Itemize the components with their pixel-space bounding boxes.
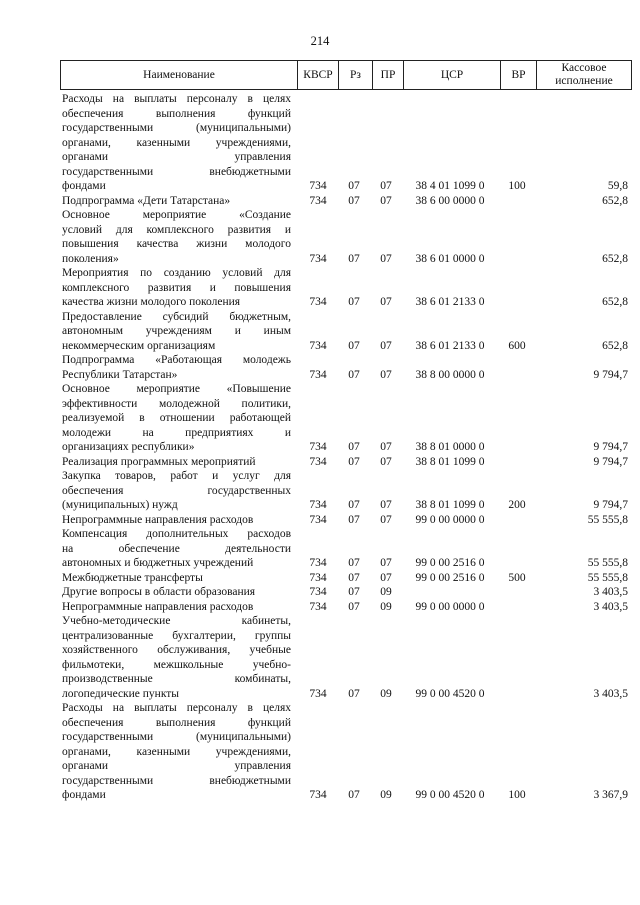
row-name-line: централизованные бухгалтерии, группы: [62, 629, 291, 642]
row-kvsr: 734: [309, 180, 327, 192]
row-kvsr: 734: [309, 368, 327, 381]
row-csr: 99 0 00 0000 0: [415, 513, 485, 526]
row-pr: 07: [380, 194, 392, 207]
row-amount: 3 367,9: [593, 789, 628, 801]
row-name-line: качества жизни молодого поколения: [62, 296, 241, 308]
row-amount: 55 555,8: [587, 513, 628, 526]
row-name-line: повышения качества жизни молодого: [62, 238, 291, 250]
row-name-line: организациях республики»: [62, 441, 195, 453]
row-name-line: обеспечения выполнения функций: [62, 107, 291, 120]
row-name-line: некоммерческим организациям: [62, 339, 216, 352]
row-pr: 07: [380, 455, 392, 468]
row-name-line: органами, казенными учреждениями,: [62, 745, 291, 758]
row-name-line: Предоставление субсидий бюджетным,: [62, 310, 291, 323]
row-name-line: Республики Татарстан»: [62, 368, 178, 381]
row-name-line: Расходы на выплаты персоналу в целях: [62, 702, 291, 714]
row-amount: 3 403,5: [593, 600, 628, 613]
row-rz: 07: [348, 586, 360, 598]
row-pr: 09: [380, 600, 392, 613]
row-amount: 652,8: [602, 252, 628, 265]
row-pr: 07: [380, 557, 392, 569]
row-kvsr: 734: [309, 455, 327, 468]
row-pr: 07: [380, 499, 392, 511]
row-name-line: Основное мероприятие «Создание: [62, 209, 291, 221]
row-csr: 38 8 01 1099 0: [415, 455, 485, 468]
row-amount: 3 403,5: [593, 586, 628, 598]
row-name-line: фондами: [62, 180, 106, 192]
row-name-line: Другие вопросы в области образования: [62, 586, 256, 598]
row-name-line: логопедические пункты: [62, 687, 180, 700]
row-csr: 99 0 00 2516 0: [415, 557, 485, 569]
row-amount: 652,8: [602, 296, 628, 308]
row-rz: 07: [348, 455, 360, 468]
row-name-line: государственными внебюджетными: [62, 774, 291, 787]
row-csr: 99 0 00 0000 0: [415, 600, 485, 613]
row-kvsr: 734: [309, 687, 327, 700]
row-amount: 9 794,7: [593, 368, 628, 381]
row-pr: 07: [380, 296, 392, 308]
header-rz: Рз: [350, 68, 361, 81]
row-pr: 07: [380, 339, 392, 352]
row-csr: 99 0 00 4520 0: [415, 687, 485, 700]
row-name-line: реализуемой в отношении работающей: [62, 412, 291, 424]
row-name-line: Мероприятия по созданию условий для: [62, 267, 291, 279]
header-amount-line1: Кассовое: [561, 62, 607, 74]
row-rz: 07: [348, 513, 360, 526]
header-vr: ВР: [511, 68, 526, 81]
row-name-line: Закупка товаров, работ и услуг для: [62, 470, 291, 482]
row-csr: 38 4 01 1099 0: [415, 180, 485, 192]
row-amount: 652,8: [602, 194, 628, 207]
row-kvsr: 734: [309, 499, 327, 511]
row-kvsr: 734: [309, 339, 327, 352]
row-rz: 07: [348, 296, 360, 308]
row-csr: 38 6 00 0000 0: [415, 194, 485, 207]
row-csr: 38 8 01 0000 0: [415, 441, 485, 453]
row-name-line: государственными (муниципальными): [62, 122, 291, 134]
row-vr: 200: [508, 499, 526, 511]
page-number: 214: [310, 34, 330, 48]
row-rz: 07: [348, 557, 360, 569]
row-name-line: органами управления: [62, 760, 291, 772]
row-name-line: молодежи на предприятиях и: [62, 426, 291, 439]
row-csr: 99 0 00 4520 0: [415, 789, 485, 801]
row-name-line: органами, казенными учреждениями,: [62, 136, 291, 149]
row-kvsr: 734: [309, 571, 327, 584]
row-pr: 07: [380, 441, 392, 453]
row-pr: 07: [380, 513, 392, 526]
row-rz: 07: [348, 789, 360, 801]
row-amount: 9 794,7: [593, 455, 628, 468]
row-csr: 38 8 01 1099 0: [415, 499, 485, 511]
row-csr: 38 6 01 2133 0: [415, 296, 485, 308]
row-name-line: условий для комплексного развития и: [62, 223, 291, 236]
row-rz: 07: [348, 600, 360, 613]
row-pr: 09: [380, 789, 392, 801]
row-rz: 07: [348, 368, 360, 381]
row-name-line: обеспечения выполнения функций: [62, 716, 291, 729]
row-name-line: Непрограммные направления расходов: [62, 600, 254, 613]
row-rz: 07: [348, 339, 360, 352]
row-name-line: органами управления: [62, 151, 291, 163]
row-kvsr: 734: [309, 252, 327, 265]
row-rz: 07: [348, 499, 360, 511]
row-name-line: Подпрограмма «Дети Татарстана»: [62, 194, 231, 207]
row-name-line: обеспечения государственных: [62, 484, 291, 497]
header-csr: ЦСР: [440, 68, 464, 81]
row-pr: 07: [380, 571, 392, 584]
row-pr: 07: [380, 368, 392, 381]
row-amount: 55 555,8: [587, 557, 628, 569]
row-name-line: производственные комбинаты,: [62, 673, 291, 685]
row-name-line: Межбюджетные трансферты: [62, 571, 203, 584]
row-name-line: на обеспечение деятельности: [62, 542, 291, 555]
row-name-line: Основное мероприятие «Повышение: [62, 383, 291, 395]
row-amount: 59,8: [607, 180, 628, 192]
row-vr: 600: [508, 339, 526, 352]
row-amount: 652,8: [602, 339, 628, 352]
header-pr: ПР: [380, 68, 396, 81]
row-vr: 500: [508, 571, 526, 584]
row-amount: 9 794,7: [593, 499, 628, 511]
row-rz: 07: [348, 571, 360, 584]
row-name-line: Подпрограмма «Работающая молодежь: [62, 354, 291, 366]
row-name-line: Непрограммные направления расходов: [62, 513, 254, 526]
row-name-line: фильмотеки, межшкольные учебно-: [62, 658, 291, 671]
row-name-line: Компенсация дополнительных расходов: [62, 528, 291, 540]
row-vr: 100: [508, 180, 526, 192]
row-pr: 09: [380, 586, 392, 598]
row-name-line: государственными (муниципальными): [62, 731, 291, 743]
row-name-line: эффективности молодежной политики,: [62, 397, 291, 410]
row-name-line: фондами: [62, 789, 106, 801]
row-kvsr: 734: [309, 600, 327, 613]
row-name-line: автономным учреждениям и иным: [62, 325, 291, 337]
row-vr: 100: [508, 789, 526, 801]
row-pr: 07: [380, 180, 392, 192]
row-kvsr: 734: [309, 586, 327, 598]
row-rz: 07: [348, 194, 360, 207]
row-pr: 09: [380, 687, 392, 700]
row-csr: 38 8 00 0000 0: [415, 368, 485, 381]
row-name-line: автономных и бюджетных учреждений: [62, 557, 254, 569]
row-kvsr: 734: [309, 513, 327, 526]
row-name-line: поколения»: [62, 252, 119, 265]
row-name-line: (муниципальных) нужд: [62, 499, 178, 511]
row-kvsr: 734: [309, 441, 327, 453]
header-kvsr: КВСР: [303, 68, 333, 81]
row-amount: 9 794,7: [593, 441, 628, 453]
row-csr: 38 6 01 2133 0: [415, 339, 485, 352]
row-name-line: Реализация программных мероприятий: [62, 455, 256, 468]
row-name-line: комплексного развития и повышения: [62, 281, 291, 294]
header-name: Наименование: [143, 68, 215, 81]
row-kvsr: 734: [309, 557, 327, 569]
row-name-line: государственными внебюджетными: [62, 165, 291, 178]
row-rz: 07: [348, 687, 360, 700]
row-name-line: хозяйственного обслуживания, учебные: [62, 644, 291, 656]
row-rz: 07: [348, 441, 360, 453]
row-amount: 3 403,5: [593, 687, 628, 700]
row-amount: 55 555,8: [587, 571, 628, 584]
row-rz: 07: [348, 252, 360, 265]
row-name-line: Учебно-методические кабинеты,: [62, 615, 291, 627]
row-rz: 07: [348, 180, 360, 192]
header-amount-line2: исполнение: [555, 75, 613, 87]
row-kvsr: 734: [309, 789, 327, 801]
row-kvsr: 734: [309, 296, 327, 308]
row-kvsr: 734: [309, 194, 327, 207]
row-csr: 38 6 01 0000 0: [415, 252, 485, 265]
row-name-line: Расходы на выплаты персоналу в целях: [62, 93, 291, 105]
row-csr: 99 0 00 2516 0: [415, 571, 485, 584]
row-pr: 07: [380, 252, 392, 265]
